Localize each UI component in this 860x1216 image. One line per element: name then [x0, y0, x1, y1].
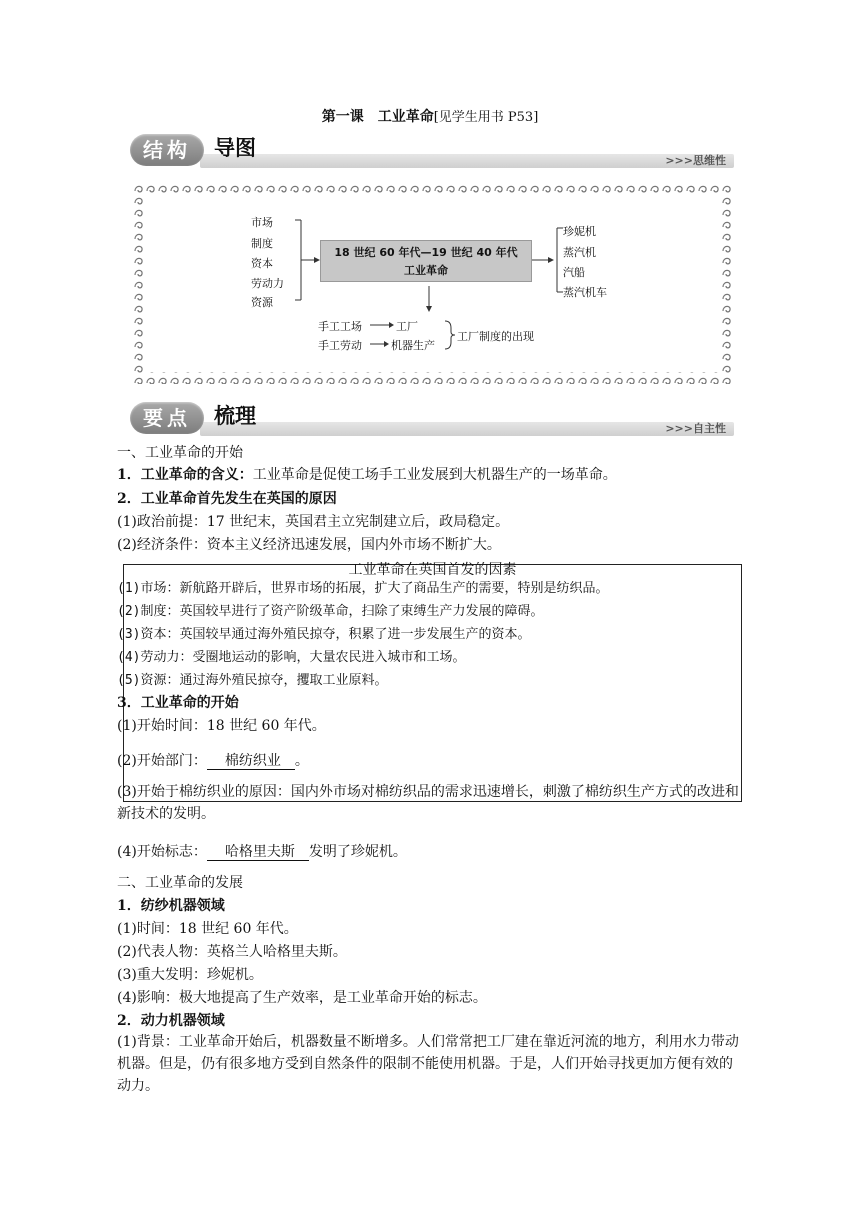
item-heading: 3．工业革命的开始	[117, 695, 239, 711]
answer-blank: 棉纺织业	[207, 751, 295, 770]
factor-item: (4)劳动力：受圈地运动的影响，大量农民进入城市和工场。	[117, 650, 466, 665]
right-item: 汽船	[563, 266, 585, 279]
banner-bar	[200, 422, 734, 436]
textbook-reference: [见学生用书 P53]	[433, 110, 539, 125]
bottom-from: 手工工场	[318, 320, 362, 333]
banner-tag: >>>自主性	[665, 422, 726, 435]
paragraph: (3)重大发明：珍妮机。	[117, 967, 263, 983]
blank-end: 发明了珍妮机。	[308, 844, 407, 860]
right-item: 珍妮机	[563, 225, 596, 238]
factor-item: (3)资本：英国较早通过海外殖民掠夺，积累了进一步发展生产的资本。	[117, 627, 531, 642]
paragraph: (1)背景：工业革命开始后，机器数量不断增多。人们常常把工厂建在靠近河流的地方，利用水力带动机器。但是，仍有很多地方受到自然条件的限制不能使用机器。于是，人们开始寻找更加方便有效的动力。	[117, 1034, 739, 1094]
blank-end: 。	[294, 753, 309, 769]
bottom-to: 机器生产	[391, 339, 435, 352]
right-item: 蒸汽机	[563, 246, 596, 259]
left-item: 制度	[251, 237, 273, 250]
bottom-result: 工厂制度的出现	[457, 330, 534, 343]
paragraph: (3)开始于棉纺织业的原因：国内外市场对棉纺织品的需求迅速增长，刺激了棉纺织生产方式的改进和新技术的发明。	[117, 784, 739, 822]
factor-item: (1)市场：新航路开辟后，世界市场的拓展，扩大了商品生产的需要，特别是纺织品。	[117, 581, 609, 596]
banner-word: 导图	[214, 136, 256, 160]
bottom-to: 工厂	[396, 320, 418, 333]
blank-label: (4)开始标志：	[117, 844, 207, 860]
left-item: 资源	[251, 296, 273, 309]
item-heading: 2．工业革命首先发生在英国的原因	[117, 491, 337, 507]
page-title	[0, 106, 860, 126]
blank-label: (2)开始部门：	[117, 753, 207, 769]
paragraph: (1)政治前提：17 世纪末，英国君主立宪制建立后，政局稳定。	[117, 514, 510, 530]
center-label: 工业革命	[404, 264, 448, 277]
item-text: 工业革命是促使工场手工业发展到大机器生产的一场革命。	[252, 467, 617, 483]
banner-pill: 结构	[130, 134, 204, 166]
banner-bar	[200, 154, 734, 168]
factors-title: 工业革命在英国首发的因素	[348, 562, 517, 578]
center-box	[320, 240, 532, 282]
section-heading: 二、工业革命的发展	[117, 875, 243, 891]
item-label: 1．工业革命的含义：	[117, 467, 253, 483]
left-item: 市场	[251, 216, 273, 229]
answer-blank: 哈格里夫斯	[207, 842, 309, 861]
paragraph: (1)时间：18 世纪 60 年代。	[117, 921, 298, 937]
factor-item: (5)资源：通过海外殖民掠夺，攫取工业原料。	[117, 673, 388, 688]
banner-pill: 要点	[130, 402, 204, 434]
paragraph	[117, 751, 309, 770]
item-heading: 1．纺纱机器领域	[117, 898, 225, 914]
paragraph: (2)代表人物：英格兰人哈格里夫斯。	[117, 944, 347, 960]
diagram-frame-svg	[133, 182, 731, 384]
paragraph: (1)开始时间：18 世纪 60 年代。	[117, 718, 326, 734]
bottom-from: 手工劳动	[318, 339, 362, 352]
center-period: 18 世纪 60 年代—19 世纪 40 年代	[334, 246, 518, 259]
item-heading: 2．动力机器领域	[117, 1013, 225, 1029]
paragraph: (4)影响：极大地提高了生产效率，是工业革命开始的标志。	[117, 990, 487, 1006]
paragraph	[117, 842, 407, 861]
left-item: 劳动力	[251, 277, 284, 290]
lesson-title: 第一课 工业革命	[321, 109, 434, 125]
banner-tag: >>>思维性	[665, 154, 726, 167]
left-item: 资本	[251, 257, 273, 270]
section-banner-structure	[130, 132, 734, 174]
structure-diagram	[133, 182, 731, 384]
section-heading: 一、工业革命的开始	[117, 445, 243, 461]
paragraph	[117, 466, 617, 484]
paragraph: (2)经济条件：资本主义经济迅速发展，国内外市场不断扩大。	[117, 537, 501, 553]
factor-item: (2)制度：英国较早进行了资产阶级革命，扫除了束缚生产力发展的障碍。	[117, 604, 544, 619]
section-banner-points	[130, 400, 734, 442]
banner-word: 梳理	[214, 404, 256, 428]
right-item: 蒸汽机车	[563, 286, 607, 299]
